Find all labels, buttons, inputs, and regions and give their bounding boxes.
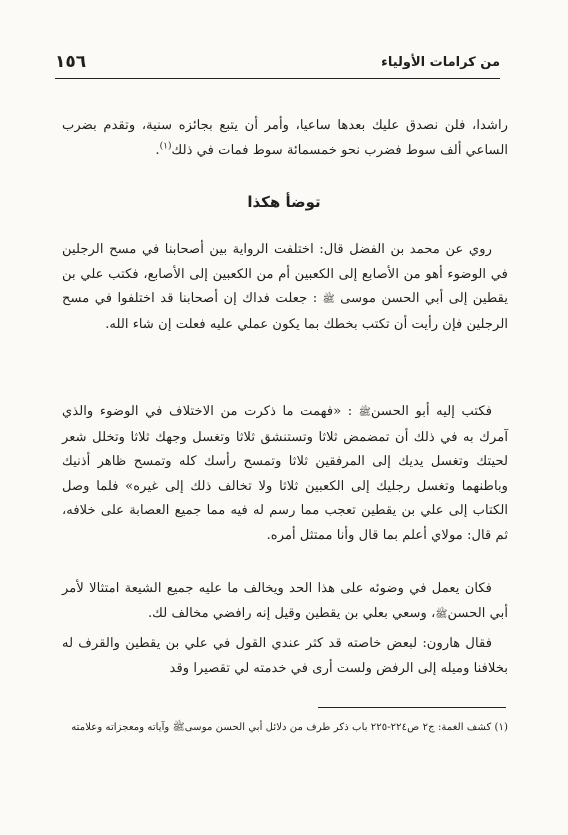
paragraph-1 <box>62 238 508 337</box>
running-title: من كرامات الأولياء <box>381 55 500 70</box>
text-line: اختلفوا في مسح الرجلين فإن رأيت أن تكتب بخطك بما يكون عملي عليه فعلت <box>62 291 508 332</box>
section-heading: توضأ هكذا <box>247 193 321 211</box>
paragraph <box>62 238 508 337</box>
text-line: فقال هارون: لبعض خاصته قد كثر عندي القول في علي بن يقطين <box>125 636 492 651</box>
intro-line: بضرب الساعي ألف سوط فضرب نحو خمسمائة سوط فمات في ذلك <box>62 118 508 158</box>
text-line: إن شاء الله. <box>105 316 172 332</box>
salutation-glyph: ﷺ <box>358 407 371 418</box>
text-line: لأمر أبي الحسنﷺ، وسعي بعلي بن يقطين وقيل إنه رافضي مخالف لك. <box>62 581 508 621</box>
text-line: فكتب إليه أبو الحسنﷺ : «فهمت ما ذكرت من الاختلاف في الوضوء <box>99 404 492 419</box>
paragraph-4 <box>62 632 508 681</box>
intro-line: راشدا، فلن نصدق عليك بعدها ساعيا، وأمر أن يتبع بجائزه سنية، وتقدم <box>103 118 508 133</box>
footnote: (١) كشف الغمة: ج٢ ص٢٢٤-٢٢٥ باب ذكر طرف من دلائل أبي الحسن موسىﷺ وآياته ومعجزاته وعلامته <box>71 722 508 733</box>
intro-paragraph <box>62 114 508 163</box>
text-line: الرجلين في الوضوء أهو من الأصابع إلى الكعبين أم من الكعبين إلى الأصابع، <box>62 242 508 282</box>
footnote-divider <box>318 707 506 708</box>
footnote-marker: (١) <box>159 141 172 152</box>
text-line: روي عن محمد بن الفضل قال: اختلفت الرواية بين أصحابنا في مسح <box>109 242 492 257</box>
text-line: العصابة على خلافه، ثم قال: مولاي أعلم بما قال وأنا ممتثل أمره. <box>62 503 508 543</box>
text-line: فكان يعمل في وضوئه على هذا الحد ويخالف ما عليه جميع الشيعة امتثالا <box>89 581 492 596</box>
text-line: غيره» فلما وصل الكتاب إلى علي بن يقطين تعجب مما رسم له فيه مما جميع <box>62 478 508 519</box>
paragraph <box>62 632 508 681</box>
text-line: فكتب علي بن يقطين إلى أبي الحسن موسى ﷺ : جعلت فداك إن أصحابنا قد <box>62 266 508 307</box>
page-number: ١٥٦ <box>55 52 87 72</box>
text-line: والقرف له بخلافنا وميله إلى الرفض ولست أرى في خدمته لي تقصيرا وقد <box>62 636 508 676</box>
paragraph-2 <box>62 400 508 549</box>
salutation-glyph: ﷺ <box>435 608 448 620</box>
paragraph <box>62 400 508 549</box>
paragraph-3 <box>62 577 508 627</box>
intro-end: . <box>155 142 160 158</box>
salutation-glyph: ﷺ <box>172 722 185 733</box>
paragraph <box>62 577 508 627</box>
text-line: ظاهر أذنيك وباطنهما وتغسل رجليك إلى الكعبين ثلاثا ولا تخالف ذلك إلى <box>62 454 508 494</box>
page-header <box>55 52 500 79</box>
text-line: وتخلل شعر لحيتك وتغسل يديك إلى المرفقين ثلاثا وتمسح رأسك كله وتمسح <box>62 429 508 470</box>
text-line: والذي آمرك به في ذلك أن تمضمض ثلاثا وتستنشق ثلاثا وتغسل وجهك ثلاثا <box>62 404 508 445</box>
salutation-glyph: ﷺ <box>322 294 335 306</box>
